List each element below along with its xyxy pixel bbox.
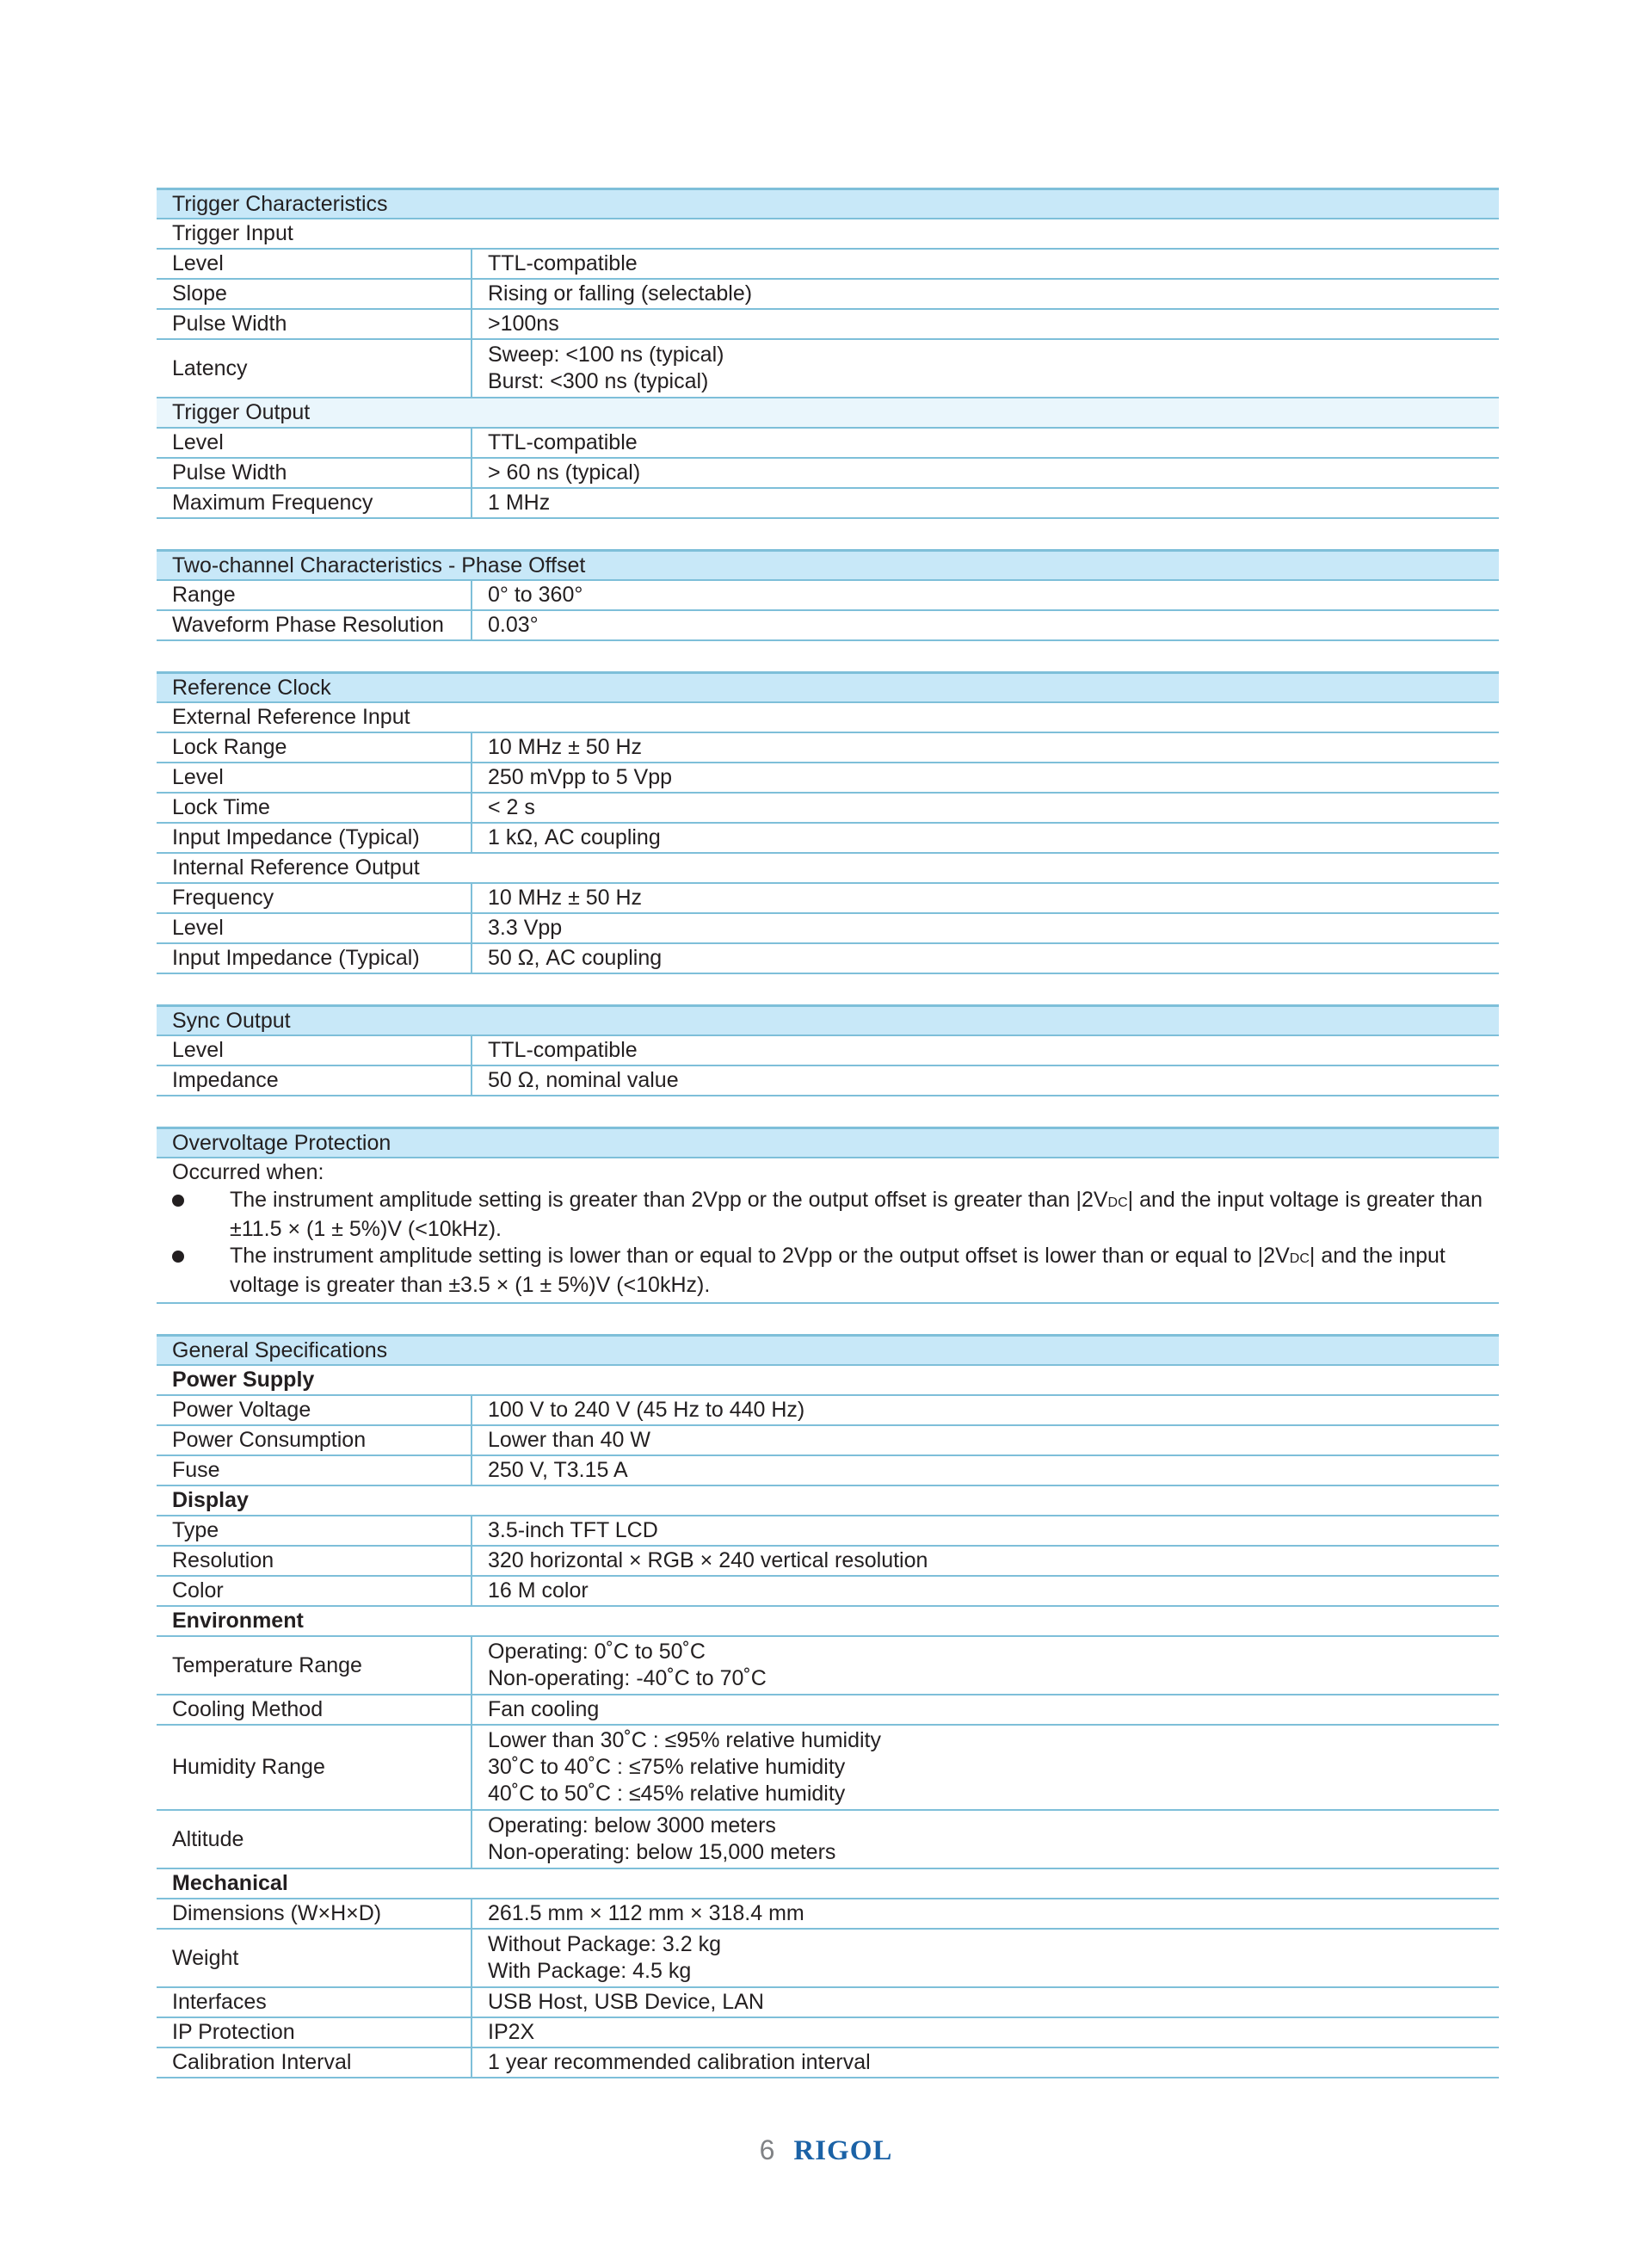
table-row	[157, 249, 1499, 279]
table-row	[157, 309, 1499, 339]
subsection-header	[157, 1606, 1499, 1636]
intro-row	[157, 1158, 1499, 1187]
phase-section	[157, 549, 1499, 641]
brand-logo: RIGOL	[793, 2135, 893, 2166]
section-header	[157, 1128, 1499, 1158]
table-row	[157, 279, 1499, 309]
table-row	[157, 2047, 1499, 2078]
spec-value: USB Host, USB Device, LAN	[472, 1987, 1499, 2017]
section-header	[157, 1336, 1499, 1366]
spec-label: Lock Range	[157, 732, 472, 763]
sync-section	[157, 1004, 1499, 1096]
spec-label: IP Protection	[157, 2017, 472, 2047]
spec-value	[472, 339, 1499, 398]
bullet-subscript: DC	[1289, 1251, 1310, 1266]
table-row	[157, 763, 1499, 793]
value-line: Without Package: 3.2 kg	[488, 1932, 721, 1956]
spec-value: 320 horizontal × RGB × 240 vertical resolution	[472, 1546, 1499, 1576]
subsection-header	[157, 853, 1499, 883]
table-row	[157, 913, 1499, 943]
table-row	[157, 610, 1499, 640]
spec-value: 16 M color	[472, 1576, 1499, 1606]
table-row	[157, 732, 1499, 763]
subsection-header	[157, 1485, 1499, 1516]
spec-label: Altitude	[157, 1810, 472, 1868]
spec-label: Calibration Interval	[157, 2047, 472, 2078]
value-line: Non-operating: below 15,000 meters	[488, 1840, 836, 1864]
table-row	[157, 1636, 1499, 1695]
section-header	[157, 189, 1499, 219]
value-line: Burst: <300 ns (typical)	[488, 369, 709, 393]
section-header	[157, 673, 1499, 703]
subsection-title: External Reference Input	[157, 702, 1499, 732]
spec-value: 1 year recommended calibration interval	[472, 2047, 1499, 2078]
spec-value: 1 kΩ, AC coupling	[472, 823, 1499, 853]
spec-value: 1 MHz	[472, 488, 1499, 518]
general-section	[157, 1334, 1499, 2078]
refclock-table	[157, 671, 1499, 974]
spec-value	[472, 1810, 1499, 1868]
trigger-section	[157, 188, 1499, 519]
spec-label: Level	[157, 249, 472, 279]
spec-label: Latency	[157, 339, 472, 398]
value-line: Non-operating: -40˚C to 70˚C	[488, 1666, 767, 1690]
bullet-text: | and the input voltage is greater than ±11.5 × (1 ± 5%)V (<10kHz).	[230, 1188, 1482, 1241]
table-row	[157, 1810, 1499, 1868]
spec-value: Fan cooling	[472, 1695, 1499, 1725]
spec-label: Slope	[157, 279, 472, 309]
table-row	[157, 1516, 1499, 1546]
spec-value: 250 V, T3.15 A	[472, 1455, 1499, 1485]
list-item	[157, 1187, 1499, 1243]
value-line: Operating: 0˚C to 50˚C	[488, 1640, 706, 1664]
spec-label: Resolution	[157, 1546, 472, 1576]
value-line: 30˚C to 40˚C : ≤75% relative humidity	[488, 1755, 846, 1779]
subsection-header	[157, 1365, 1499, 1395]
spec-label: Fuse	[157, 1455, 472, 1485]
spec-content	[157, 188, 1499, 2109]
ovp-bullet-list	[157, 1187, 1499, 1304]
bullet-text: The instrument amplitude setting is greater than 2Vpp or the output offset is greater than |2V	[230, 1188, 1108, 1212]
subsection-title: Display	[157, 1485, 1499, 1516]
spec-label: Weight	[157, 1929, 472, 1987]
section-title: Overvoltage Protection	[157, 1128, 1499, 1158]
value-line: 40˚C to 50˚C : ≤45% relative humidity	[488, 1782, 846, 1806]
ovp-table	[157, 1127, 1499, 1187]
table-row	[157, 1929, 1499, 1987]
section-title: Trigger Characteristics	[157, 189, 1499, 219]
bullet-icon	[172, 1195, 184, 1207]
table-row	[157, 339, 1499, 398]
bullet-text: | and the input voltage is greater than ±3.5 × (1 ± 5%)V (<10kHz).	[230, 1244, 1446, 1297]
spec-value: 50 Ω, nominal value	[472, 1065, 1499, 1096]
phase-table	[157, 549, 1499, 641]
subsection-title: Power Supply	[157, 1365, 1499, 1395]
spec-label: Level	[157, 428, 472, 458]
table-row	[157, 488, 1499, 518]
table-row	[157, 1899, 1499, 1929]
table-row	[157, 793, 1499, 823]
list-item	[157, 1243, 1499, 1299]
value-line: Sweep: <100 ns (typical)	[488, 343, 724, 367]
spec-value	[472, 1725, 1499, 1810]
spec-label: Input Impedance (Typical)	[157, 943, 472, 973]
subsection-header	[157, 702, 1499, 732]
spec-value: 10 MHz ± 50 Hz	[472, 732, 1499, 763]
spec-label: Input Impedance (Typical)	[157, 823, 472, 853]
table-row	[157, 883, 1499, 913]
section-title: Two-channel Characteristics - Phase Offset	[157, 551, 1499, 581]
trigger-table	[157, 188, 1499, 519]
subsection-title: Environment	[157, 1606, 1499, 1636]
spec-label: Pulse Width	[157, 309, 472, 339]
spec-value: >100ns	[472, 309, 1499, 339]
spec-value: 10 MHz ± 50 Hz	[472, 883, 1499, 913]
spec-label: Frequency	[157, 883, 472, 913]
subsection-header	[157, 219, 1499, 249]
value-line: Operating: below 3000 meters	[488, 1813, 776, 1837]
spec-label: Temperature Range	[157, 1636, 472, 1695]
refclock-section	[157, 671, 1499, 974]
spec-value: IP2X	[472, 2017, 1499, 2047]
table-row	[157, 1455, 1499, 1485]
subsection-title: Internal Reference Output	[157, 853, 1499, 883]
table-row	[157, 1065, 1499, 1096]
ovp-section	[157, 1127, 1499, 1304]
table-row	[157, 2017, 1499, 2047]
table-row	[157, 458, 1499, 488]
spec-label: Maximum Frequency	[157, 488, 472, 518]
general-table	[157, 1334, 1499, 2078]
spec-value: 3.5-inch TFT LCD	[472, 1516, 1499, 1546]
spec-value: Lower than 40 W	[472, 1425, 1499, 1455]
page-footer	[0, 2134, 1652, 2167]
spec-label: Pulse Width	[157, 458, 472, 488]
table-row	[157, 823, 1499, 853]
sync-table	[157, 1004, 1499, 1096]
spec-value: 0° to 360°	[472, 580, 1499, 610]
table-row	[157, 1425, 1499, 1455]
spec-value: TTL-compatible	[472, 249, 1499, 279]
spec-label: Power Voltage	[157, 1395, 472, 1425]
table-row	[157, 1546, 1499, 1576]
table-row	[157, 428, 1499, 458]
section-header	[157, 1006, 1499, 1036]
table-row	[157, 1395, 1499, 1425]
spec-value: 50 Ω, AC coupling	[472, 943, 1499, 973]
ovp-intro: Occurred when:	[172, 1160, 324, 1184]
spec-value	[472, 1929, 1499, 1987]
section-header	[157, 551, 1499, 581]
spec-label: Humidity Range	[157, 1725, 472, 1810]
spec-label: Level	[157, 763, 472, 793]
spec-value	[472, 1636, 1499, 1695]
spec-label: Type	[157, 1516, 472, 1546]
subsection-header	[157, 398, 1499, 428]
subsection-title: Trigger Output	[157, 398, 1499, 428]
spec-value: Rising or falling (selectable)	[472, 279, 1499, 309]
spec-value: TTL-compatible	[472, 428, 1499, 458]
spec-value: > 60 ns (typical)	[472, 458, 1499, 488]
table-row	[157, 1576, 1499, 1606]
spec-label: Power Consumption	[157, 1425, 472, 1455]
spec-label: Interfaces	[157, 1987, 472, 2017]
spec-value: < 2 s	[472, 793, 1499, 823]
table-row	[157, 1035, 1499, 1065]
bullet-text: The instrument amplitude setting is lower than or equal to 2Vpp or the output offset is lower than or equal to |2V	[230, 1244, 1290, 1268]
spec-value: 250 mVpp to 5 Vpp	[472, 763, 1499, 793]
table-row	[157, 1987, 1499, 2017]
spec-label: Level	[157, 1035, 472, 1065]
bullet-subscript: DC	[1107, 1195, 1128, 1210]
table-row	[157, 1695, 1499, 1725]
subsection-title: Trigger Input	[157, 219, 1499, 249]
value-line: With Package: 4.5 kg	[488, 1959, 692, 1983]
spec-value: 0.03°	[472, 610, 1499, 640]
spec-label: Range	[157, 580, 472, 610]
spec-label: Level	[157, 913, 472, 943]
spec-label: Lock Time	[157, 793, 472, 823]
spec-value: TTL-compatible	[472, 1035, 1499, 1065]
value-line: Lower than 30˚C : ≤95% relative humidity	[488, 1728, 881, 1752]
table-row	[157, 943, 1499, 973]
spec-label: Dimensions (W×H×D)	[157, 1899, 472, 1929]
spec-label: Cooling Method	[157, 1695, 472, 1725]
page-number: 6	[759, 2134, 775, 2165]
section-title: Sync Output	[157, 1006, 1499, 1036]
section-title: General Specifications	[157, 1336, 1499, 1366]
table-row	[157, 580, 1499, 610]
table-row	[157, 1725, 1499, 1810]
section-title: Reference Clock	[157, 673, 1499, 703]
subsection-header	[157, 1868, 1499, 1899]
spec-label: Impedance	[157, 1065, 472, 1096]
spec-label: Color	[157, 1576, 472, 1606]
spec-value: 100 V to 240 V (45 Hz to 440 Hz)	[472, 1395, 1499, 1425]
spec-value: 261.5 mm × 112 mm × 318.4 mm	[472, 1899, 1499, 1929]
spec-label: Waveform Phase Resolution	[157, 610, 472, 640]
subsection-title: Mechanical	[157, 1868, 1499, 1899]
bullet-icon	[172, 1251, 184, 1263]
spec-value: 3.3 Vpp	[472, 913, 1499, 943]
